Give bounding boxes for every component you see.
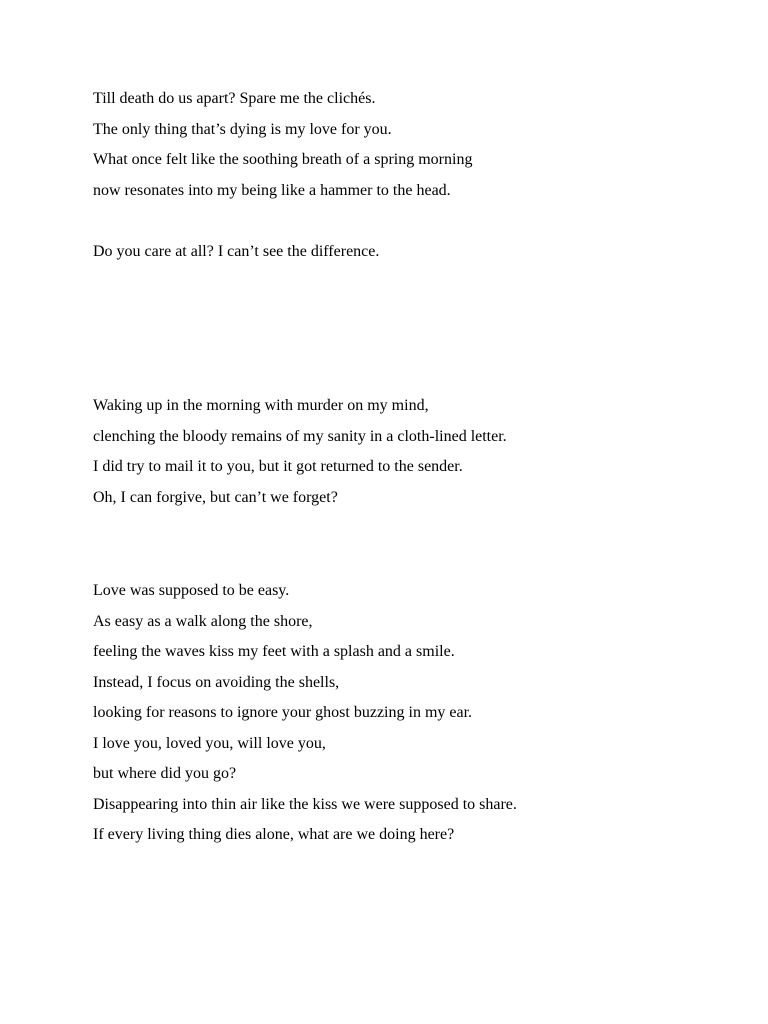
poem-line: Do you care at all? I can’t see the difference. bbox=[93, 243, 380, 260]
poem-line: Till death do us apart? Spare me the clichés. bbox=[93, 90, 376, 107]
poem-line: now resonates into my being like a hammer to the head. bbox=[93, 181, 451, 199]
poem-stanza-2 bbox=[93, 237, 379, 268]
poem-line: clenching the bloody remains of my sanity in a cloth-lined letter. bbox=[93, 427, 507, 445]
poem-stanza-4 bbox=[93, 576, 517, 851]
poem-line: What once felt like the soothing breath of a spring morning bbox=[93, 151, 473, 168]
poem-line: If every living thing dies alone, what are we doing here? bbox=[93, 826, 455, 843]
poem-stanza-3 bbox=[93, 391, 507, 513]
poem-stanza-1 bbox=[93, 84, 472, 206]
poem-line: As easy as a walk along the shore, bbox=[93, 612, 313, 630]
poem-line: I did try to mail it to you, but it got returned to the sender. bbox=[93, 458, 463, 475]
poem-line: looking for reasons to ignore your ghost buzzing in my ear. bbox=[93, 704, 473, 721]
poem-line: Waking up in the morning with murder on my mind, bbox=[93, 397, 429, 414]
poem-line: feeling the waves kiss my feet with a splash and a smile. bbox=[93, 643, 455, 660]
poem-line: I love you, loved you, will love you, bbox=[93, 734, 326, 752]
poem-line: but where did you go? bbox=[93, 765, 237, 782]
poem-line: Instead, I focus on avoiding the shells, bbox=[93, 673, 340, 691]
poem-line: Love was supposed to be easy. bbox=[93, 582, 290, 599]
poem-line: Oh, I can forgive, but can’t we forget? bbox=[93, 488, 338, 506]
poem-line: The only thing that’s dying is my love for you. bbox=[93, 120, 392, 138]
poem-line: Disappearing into thin air like the kiss we were supposed to share. bbox=[93, 795, 517, 813]
